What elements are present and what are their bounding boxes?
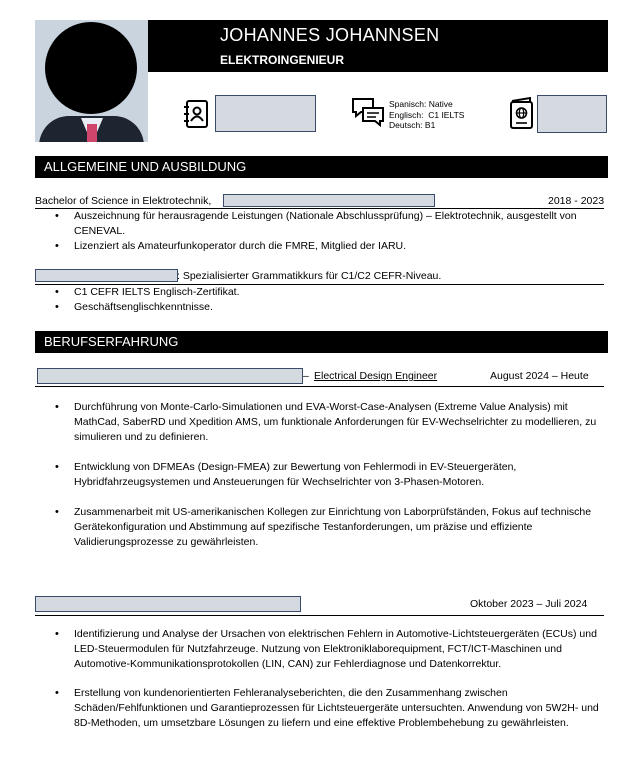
redacted-employer (37, 368, 303, 384)
list-item: • Lizenziert als Amateurfunkoperator durch die FMRE, Mitglied der IARU. (35, 239, 607, 254)
speech-bubbles-icon (350, 96, 386, 130)
language-german: Deutsch: B1 (389, 120, 436, 130)
redacted-university (223, 194, 435, 207)
job-bullets (35, 400, 607, 550)
divider (35, 386, 604, 387)
list-item: • Erstellung von kundenorientierten Fehleranalyseberichten, die den Zusammenhang zwischen Schäden/Fehlfunktionen und Garantieprozessen für Lichtsteuergeräte untersuchten. Anwendung von 5W2H- und 8D-Methoden, um umsetzbare Lösungen zu liefern und eine effektive Problembehebung zu gewährleisten. (35, 686, 607, 731)
job-title: ELEKTROINGENIEUR (220, 53, 345, 67)
role-separator: – (303, 370, 309, 382)
list-item: • Auszeichnung für herausragende Leistungen (Nationale Abschlussprüfung) – Elektrotechnik, ausgestellt von CENEVAL. (35, 209, 607, 239)
job-role: Electrical Design Engineer (314, 370, 438, 382)
job-dates: Oktober 2023 – Juli 2024 (470, 598, 588, 610)
list-item: • Zusammenarbeit mit US-amerikanischen Kollegen zur Einrichtung von Laborprüfständen, Fokus auf technische Gerätekonfiguration und Abstimmung auf spezifische Testanforderungen, um präzise und effiziente Validierungsprozesse zu gewährleisten. (35, 505, 607, 550)
language-spanish: Spanisch: Native (389, 99, 453, 109)
redacted-school (35, 269, 178, 282)
profile-photo (35, 20, 148, 142)
degree-bullets (35, 209, 607, 254)
contact-book-icon (180, 98, 212, 130)
course-bullets (35, 285, 607, 315)
language-english: Englisch: C1 IELTS (389, 109, 465, 120)
section-heading-education: ALLGEMEINE UND AUSBILDUNG (35, 156, 608, 178)
list-item: • Entwicklung von DFMEAs (Design-FMEA) zur Bewertung von Fehlermodi in EV-Steuergeräten, Hybridfahrzeugsystemen und Ansteuerungen für Wechselrichter von 3-Phasen-Motoren. (35, 460, 607, 490)
job-bullets (35, 627, 607, 731)
candidate-name: JOHANNES JOHANNSEN (220, 25, 440, 45)
course-title: : Spezialisierter Grammatikkurs für C1/C2 CEFR-Niveau. (177, 270, 442, 282)
list-item: • Geschäftsenglischkenntnisse. (35, 300, 607, 315)
list-item: • Identifizierung und Analyse der Ursachen von elektrischen Fehlern in Automotive-Lichtsteuergeräten (ECUs) und LED-Steuermodulen für Nutzfahrzeuge. Nutzung von Elektroniklaborequipment, FCT/ICT-Maschinen und Automotive-Kommunikationsprotokollen (LIN, CAN) zur Fehlerdiagnose und Datenkorrektur. (35, 627, 607, 672)
divider (35, 615, 604, 616)
redacted-contact (215, 95, 316, 132)
passport-icon (508, 96, 536, 130)
language-list (389, 99, 464, 131)
redacted-employer (35, 596, 301, 612)
degree-title: Bachelor of Science in Elektrotechnik, (35, 195, 212, 207)
list-item: • Durchführung von Monte-Carlo-Simulationen und EVA-Worst-Case-Analysen (Extreme Value Analysis) mit MathCad, SaberRD und Xpedition AMS, um funktionale Anforderungen für EV-Wechselrichter zu modellieren, zu simulieren und zu definieren. (35, 400, 607, 445)
job-dates: August 2024 – Heute (490, 370, 589, 382)
degree-dates: 2018 - 2023 (548, 195, 605, 207)
redacted-passport (537, 95, 607, 133)
list-item: • C1 CEFR IELTS Englisch-Zertifikat. (35, 285, 607, 300)
section-heading-experience: BERUFSERFAHRUNG (35, 331, 608, 353)
